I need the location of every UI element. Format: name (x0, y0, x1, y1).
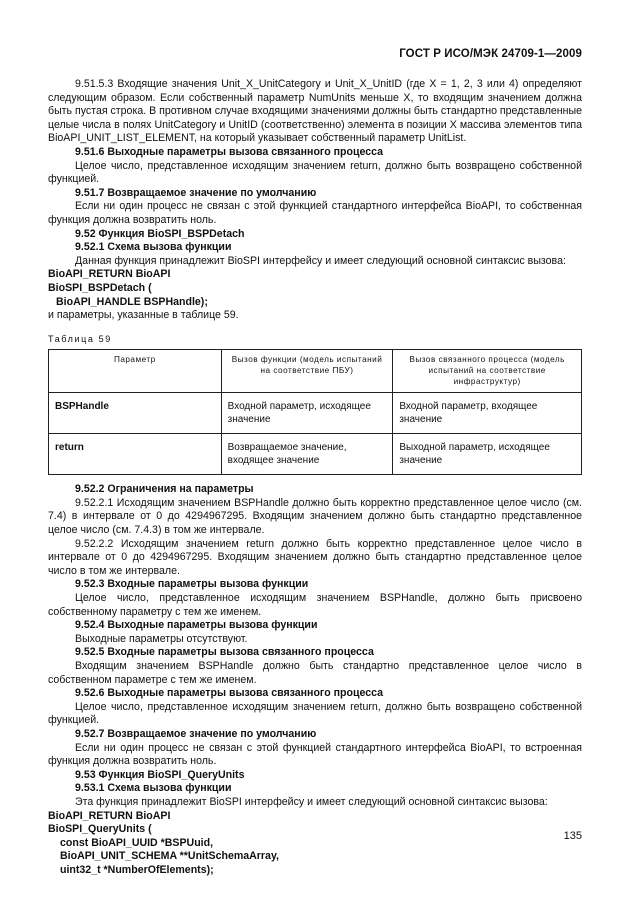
code-line: BioAPI_HANDLE BSPHandle); (56, 295, 208, 308)
table-row (49, 434, 582, 475)
section-heading: 9.53.1 Схема вызова функции (75, 782, 232, 795)
section-heading: 9.52.2 Ограничения на параметры (75, 483, 254, 496)
code-line: BioAPI_RETURN BioAPI (48, 268, 171, 281)
table-header-row (49, 350, 582, 393)
table-header-cell: Параметр (49, 350, 222, 393)
paragraph: Входящим значением BSPHandle должно быть стандартно представленное целое число в собственном параметре с тем же именем. (48, 660, 582, 686)
paragraph: Эта функция принадлежит BioSPI интерфейсу и имеет следующий основной синтаксис вызова: (75, 795, 548, 808)
table-cell: Входной параметр, входящее значение (393, 393, 582, 434)
section-heading: 9.52.6 Выходные параметры вызова связанного процесса (75, 687, 384, 700)
paragraph: Если ни один процесс не связан с этой функцией стандартного интерфейса BioAPI, то собственная функция должна возвратить ноль. (48, 200, 582, 226)
code-line: BioSPI_QueryUnits ( (48, 823, 152, 836)
section-heading: 9.52.7 Возвращаемое значение по умолчанию (75, 727, 317, 740)
code-line: BioAPI_RETURN BioAPI (48, 809, 171, 822)
section-heading: 9.52.5 Входные параметры вызова связанного процесса (75, 646, 374, 659)
section-heading: 9.51.7 Возвращаемое значение по умолчанию (75, 186, 317, 199)
table-59 (48, 349, 582, 475)
table-header-cell: Вызов функции (модель испытаний на соответствие ПБУ) (221, 350, 393, 393)
paragraph: 9.52.2.1 Исходящим значением BSPHandle должно быть корректно представленное целое число (см. 7.4) в интервале от 0 до 4294967295. Входящим значением должно быть стандартно представленное целое число (см. 7.4.3) в том же интервале. (48, 496, 582, 537)
paragraph: 9.52.2.2 Исходящим значением return должно быть корректно представленное целое число в интервале от 0 до 4294967295. Входящим значением должно быть стандартно представленное целое число в том же интервале. (48, 537, 582, 577)
section-heading: 9.52.1 Схема вызова функции (75, 241, 232, 254)
paragraph: Целое число, представленное исходящим значением BSPHandle, должно быть присвоено собственному параметру с тем же именем. (48, 592, 582, 618)
paragraph: 9.51.5.3 Входящие значения Unit_X_UnitCategory и Unit_X_UnitID (где X = 1, 2, 3 или 4) определяют следующим образом. Если собственный параметр NumUnits меньше X, то входящим значением должна быть пустая строка. В противном случае входящими значениями должны быть стандартно представленные целые числа в полях UnitCategory и UnitID (соответственно) элемента в позиции X массива элементов типа BioAPI_UNIT_LIST_ELEMENT, на который указывает собственный параметр UnitList. (48, 78, 582, 145)
table-cell: Возвращаемое значение, входящее значение (221, 434, 393, 475)
table-row (49, 393, 582, 434)
table-cell: BSPHandle (49, 393, 222, 434)
paragraph: Если ни один процесс не связан с этой функцией стандартного интерфейса BioAPI, то встроенная функция должна возвратить ноль. (48, 741, 582, 768)
paragraph: Данная функция принадлежит BioSPI интерфейсу и имеет следующий основной синтаксис вызова: (75, 254, 566, 267)
table-cell: Выходной параметр, исходящее значение (393, 434, 582, 475)
code-line: BioAPI_UNIT_SCHEMA **UnitSchemaArray, (60, 850, 279, 863)
section-heading: 9.52.3 Входные параметры вызова функции (75, 578, 309, 591)
standard-header: ГОСТ Р ИСО/МЭК 24709-1—2009 (399, 48, 582, 60)
table-cell: return (49, 434, 222, 475)
section-heading: 9.51.6 Выходные параметры вызова связанного процесса (75, 145, 384, 158)
table-header-cell: Вызов связанного процесса (модель испытаний на соответствие инфраструктур) (393, 350, 582, 393)
table-cell: Входной параметр, исходящее значение (221, 393, 393, 434)
page-number: 135 (563, 830, 582, 842)
table-caption: Таблица 59 (48, 333, 112, 344)
code-line: uint32_t *NumberOfElements); (60, 863, 214, 876)
code-line: const BioAPI_UUID *BSPUuid, (60, 836, 214, 849)
section-heading: 9.53 Функция BioSPI_QueryUnits (75, 768, 245, 781)
code-line: BioSPI_BSPDetach ( (48, 281, 152, 294)
section-heading: 9.52 Функция BioSPI_BSPDetach (75, 227, 245, 240)
paragraph: Целое число, представленное исходящим значением return, должно быть возвращено собственной функцией. (48, 700, 582, 727)
paragraph: и параметры, указанные в таблице 59. (48, 309, 239, 322)
section-heading: 9.52.4 Выходные параметры вызова функции (75, 619, 318, 632)
paragraph: Целое число, представленное исходящим значением return, должно быть возвращено собственной функцией. (48, 159, 582, 186)
page-body (48, 78, 582, 878)
paragraph: Выходные параметры отсутствуют. (75, 632, 248, 645)
